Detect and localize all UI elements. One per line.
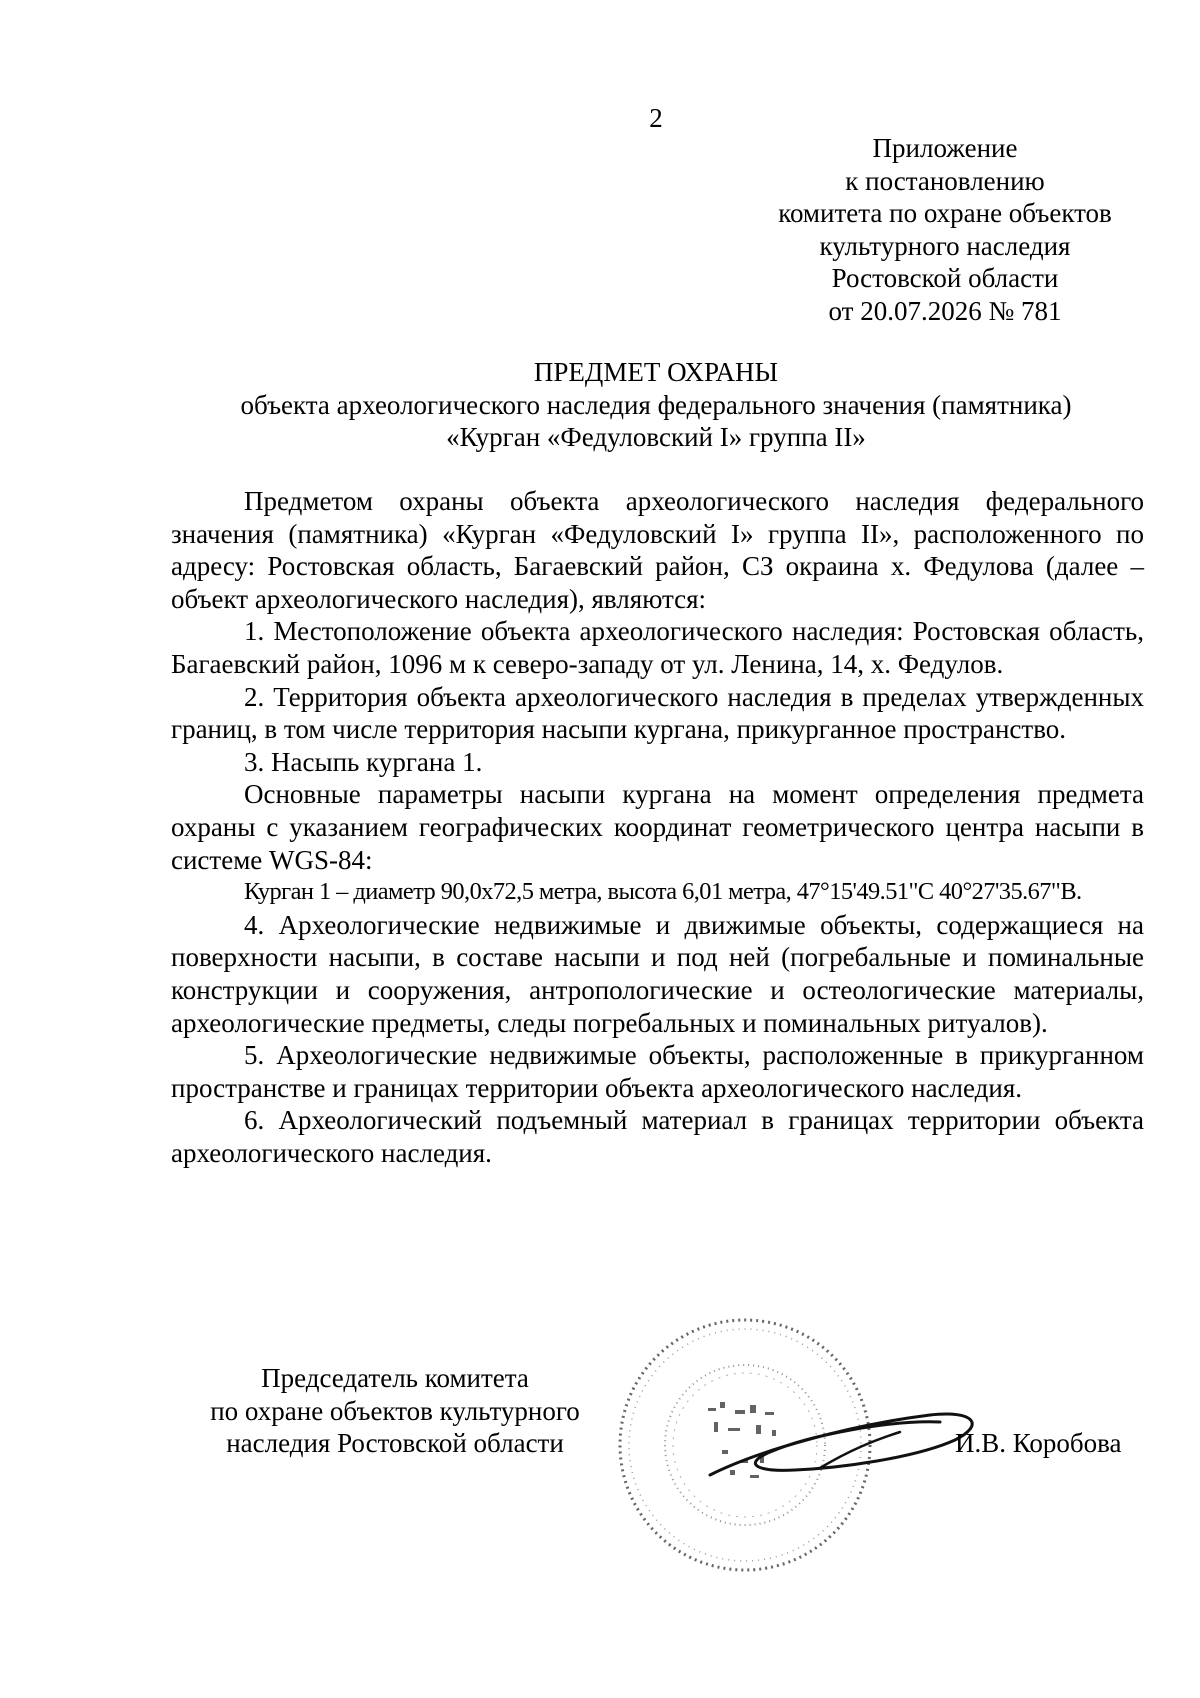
signer-title-line: Председатель комитета [261,1363,529,1393]
item-3-paragraph: 3. Насыпь кургана 1. [244,746,483,777]
appendix-line: Ростовской области [831,263,1059,294]
item-6-paragraph: 6. Археологический подъемный материал в границах территории объекта археологического наследия. [171,1105,1144,1168]
appendix-line: культурного наследия [819,230,1071,261]
handwritten-signature [700,1380,990,1510]
appendix-line: к постановлению [845,165,1045,196]
heading-title: ПРЕДМЕТ ОХРАНЫ [533,357,779,387]
signer-name: И.В. Коробова [955,1428,1122,1458]
signer-title-line: по охране объектов культурного [210,1395,580,1426]
appendix-header [745,132,1145,328]
item-4-paragraph: 4. Археологические недвижимые и движимые объекты, содержащиеся на поверхности насыпи, в составе насыпи и под ней (погребальные и поминальные конструкции и сооружения, антропологические и остеологические материалы, археологические предметы, следы погребальных и поминальных ритуалов). [171,909,1144,1038]
parameters-paragraph: Основные параметры насыпи кургана на момент определения предмета охраны с указанием географических координат геометрического центра насыпи в системе WGS-84: [171,779,1144,875]
document-body [171,485,1144,1169]
item-1-paragraph: 1. Местоположение объекта археологического наследия: Ростовская область, Багаевский район, 1096 м к северо-западу от ул. Ленина, 14, х. Федулов. [171,616,1144,679]
item-2-paragraph: 2. Территория объекта археологического наследия в пределах утвержденных границ, в том числе территория насыпи кургана, прикурганное пространство. [171,681,1144,745]
intro-paragraph: Предметом охраны объекта археологического наследия федерального значения (памятника) «Курган «Федуловский I» группа II», расположенного по адресу: Ростовская область, Багаевский район, СЗ окраина х. Федулова (далее – объект археологического наследия), являются: [171,486,1144,614]
coordinates-line: Курган 1 – диаметр 90,0х72,5 метра, высота 6,01 метра, 47°15'49.51"С 40°27'35.67"В. [244,878,1082,906]
signer-title-line: наследия Ростовской области [226,1428,564,1459]
document-heading [150,356,1162,454]
heading-subtitle: объекта археологического наследия федерального значения (памятника) [240,389,1072,420]
page-number: 2 [649,103,663,133]
signer-position [180,1362,610,1460]
appendix-line: комитета по охране объектов [778,198,1112,229]
item-5-paragraph: 5. Археологические недвижимые объекты, расположенные в прикурганном пространстве и границах территории объекта археологического наследия. [171,1040,1144,1103]
appendix-date-line: от 20.07.2026 № 781 [828,295,1062,326]
heading-object-name: «Курган «Федуловский I» группа II» [446,422,866,453]
appendix-line: Приложение [872,133,1018,163]
